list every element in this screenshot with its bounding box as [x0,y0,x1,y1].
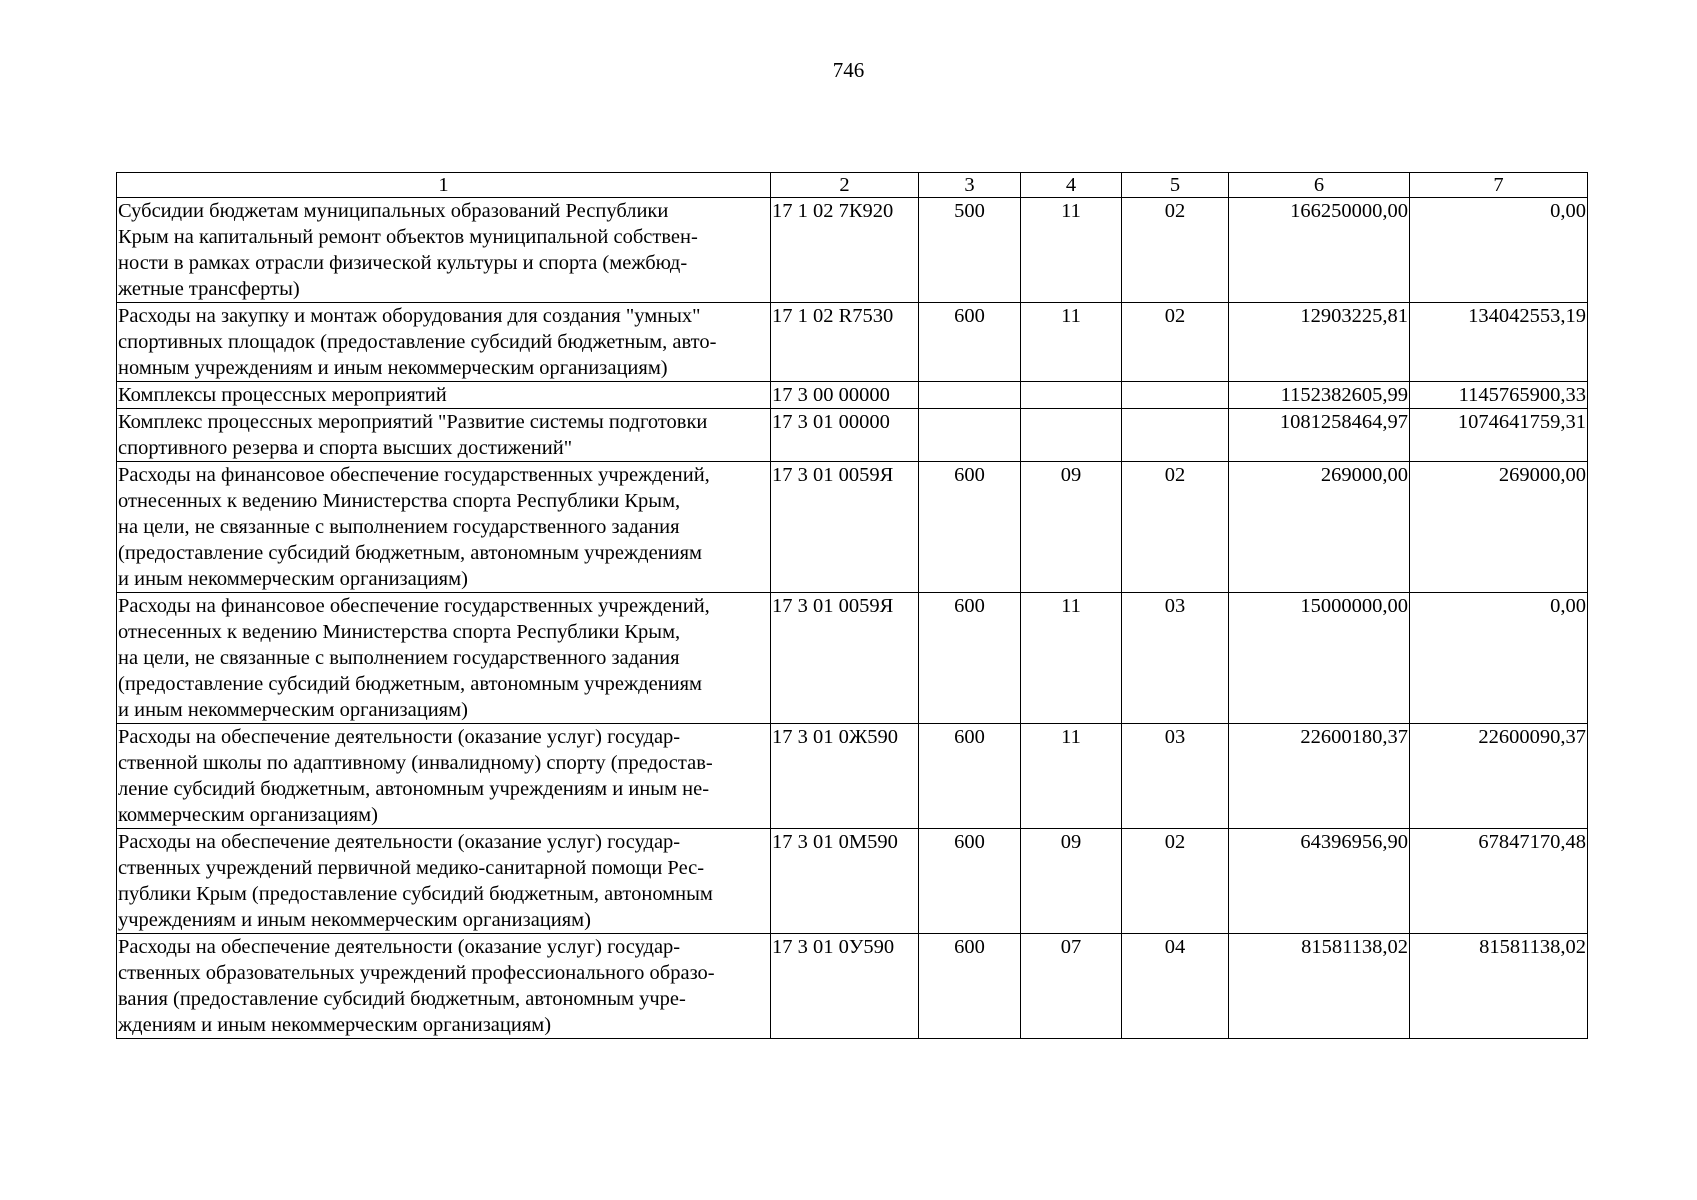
description-cell [117,934,771,1039]
subsection-cell: 02 [1122,303,1229,382]
header-cell-7: 7 [1410,173,1588,198]
description-line: ственной школы по адаптивному (инвалидному) спорту (предостав- [118,752,713,774]
section-cell: 07 [1021,934,1122,1039]
description-line: Расходы на обеспечение деятельности (оказание услуг) государ- [118,831,681,853]
amount-cell-7: 0,00 [1410,198,1588,303]
subsection-cell: 04 [1122,934,1229,1039]
code-cell: 17 1 02 R7530 [771,303,919,382]
description-line: (предоставление субсидий бюджетным, автономным учреждениям [118,673,703,695]
description-line: Субсидии бюджетам муниципальных образований Республики [118,200,669,222]
description-line: спортивного резерва и спорта высших достижений" [118,437,573,459]
code-cell: 17 3 01 00000 [771,409,919,462]
type-cell: 600 [919,724,1021,829]
table-row [117,462,1588,593]
type-cell [919,382,1021,409]
description-line: и иным некоммерческим организациям) [118,699,468,721]
amount-cell-6: 22600180,37 [1229,724,1410,829]
amount-cell-6: 15000000,00 [1229,593,1410,724]
table-row [117,303,1588,382]
subsection-cell: 02 [1122,462,1229,593]
code-cell: 17 3 01 0059Я [771,462,919,593]
table-row [117,593,1588,724]
description-line: спортивных площадок (предоставление субсидий бюджетным, авто- [118,331,717,353]
code-cell: 17 3 01 0Ж590 [771,724,919,829]
amount-cell-6: 12903225,81 [1229,303,1410,382]
amount-cell-7: 1145765900,33 [1410,382,1588,409]
description-line: Расходы на закупку и монтаж оборудования для создания "умных" [118,305,701,327]
description-cell [117,198,771,303]
amount-cell-7: 269000,00 [1410,462,1588,593]
description-line: отнесенных к ведению Министерства спорта Республики Крым, [118,621,681,643]
table-row [117,198,1588,303]
amount-cell-6: 1152382605,99 [1229,382,1410,409]
description-cell [117,724,771,829]
subsection-cell: 02 [1122,829,1229,934]
header-cell-1: 1 [117,173,771,198]
section-cell [1021,409,1122,462]
header-cell-4: 4 [1021,173,1122,198]
subsection-cell: 03 [1122,593,1229,724]
description-line: Комплекс процессных мероприятий "Развитие системы подготовки [118,411,708,433]
section-cell: 09 [1021,462,1122,593]
type-cell: 600 [919,303,1021,382]
description-line: ственных учреждений первичной медико-санитарной помощи Рес- [118,857,705,879]
subsection-cell: 02 [1122,198,1229,303]
description-cell [117,409,771,462]
description-line: и иным некоммерческим организациям) [118,568,468,590]
subsection-cell [1122,382,1229,409]
section-cell: 09 [1021,829,1122,934]
description-line: вания (предоставление субсидий бюджетным, автономным учре- [118,988,686,1010]
table-header-row [117,173,1588,198]
amount-cell-6: 81581138,02 [1229,934,1410,1039]
header-cell-5: 5 [1122,173,1229,198]
description-line: на цели, не связанные с выполнением государственного задания [118,647,680,669]
table-row [117,829,1588,934]
amount-cell-6: 166250000,00 [1229,198,1410,303]
type-cell: 600 [919,829,1021,934]
amount-cell-7: 1074641759,31 [1410,409,1588,462]
section-cell: 11 [1021,593,1122,724]
description-cell [117,303,771,382]
section-cell: 11 [1021,198,1122,303]
amount-cell-6: 64396956,90 [1229,829,1410,934]
amount-cell-7: 0,00 [1410,593,1588,724]
header-cell-6: 6 [1229,173,1410,198]
description-cell [117,829,771,934]
description-line: Комплексы процессных мероприятий [118,384,447,406]
code-cell: 17 3 01 0059Я [771,593,919,724]
description-line: публики Крым (предоставление субсидий бюджетным, автономным [118,883,713,905]
amount-cell-7: 67847170,48 [1410,829,1588,934]
description-line: Расходы на финансовое обеспечение государственных учреждений, [118,595,710,617]
description-cell [117,382,771,409]
subsection-cell: 03 [1122,724,1229,829]
type-cell: 600 [919,934,1021,1039]
type-cell: 500 [919,198,1021,303]
subsection-cell [1122,409,1229,462]
code-cell: 17 3 01 0У590 [771,934,919,1039]
code-cell: 17 3 00 00000 [771,382,919,409]
description-line: ление субсидий бюджетным, автономным учреждениям и иным не- [118,778,710,800]
description-line: учреждениям и иным некоммерческим организациям) [118,909,591,931]
table-row [117,409,1588,462]
header-cell-2: 2 [771,173,919,198]
table-row [117,724,1588,829]
amount-cell-6: 1081258464,97 [1229,409,1410,462]
description-line: жетные трансферты) [118,278,300,300]
code-cell: 17 3 01 0М590 [771,829,919,934]
type-cell: 600 [919,593,1021,724]
amount-cell-7: 81581138,02 [1410,934,1588,1039]
section-cell: 11 [1021,303,1122,382]
description-line: ждениям и иным некоммерческим организациям) [118,1014,552,1036]
code-cell: 17 1 02 7К920 [771,198,919,303]
description-line: ственных образовательных учреждений профессионального образо- [118,962,715,984]
amount-cell-6: 269000,00 [1229,462,1410,593]
description-line: коммерческим организациям) [118,804,378,826]
page-number: 746 [832,58,865,82]
type-cell [919,409,1021,462]
amount-cell-7: 22600090,37 [1410,724,1588,829]
section-cell: 11 [1021,724,1122,829]
table-row [117,382,1588,409]
section-cell [1021,382,1122,409]
description-line: Крым на капитальный ремонт объектов муниципальной собствен- [118,226,698,248]
description-cell [117,462,771,593]
budget-table [116,172,1588,1039]
type-cell: 600 [919,462,1021,593]
description-line: ности в рамках отрасли физической культуры и спорта (межбюд- [118,252,688,274]
description-line: Расходы на обеспечение деятельности (оказание услуг) государ- [118,726,681,748]
amount-cell-7: 134042553,19 [1410,303,1588,382]
description-line: номным учреждениям и иным некоммерческим организациям) [118,357,668,379]
description-line: (предоставление субсидий бюджетным, автономным учреждениям [118,542,703,564]
description-line: Расходы на финансовое обеспечение государственных учреждений, [118,464,710,486]
description-line: на цели, не связанные с выполнением государственного задания [118,516,680,538]
description-line: Расходы на обеспечение деятельности (оказание услуг) государ- [118,936,681,958]
description-cell [117,593,771,724]
budget-table-body [117,173,1588,1039]
table-row [117,934,1588,1039]
header-cell-3: 3 [919,173,1021,198]
description-line: отнесенных к ведению Министерства спорта Республики Крым, [118,490,681,512]
